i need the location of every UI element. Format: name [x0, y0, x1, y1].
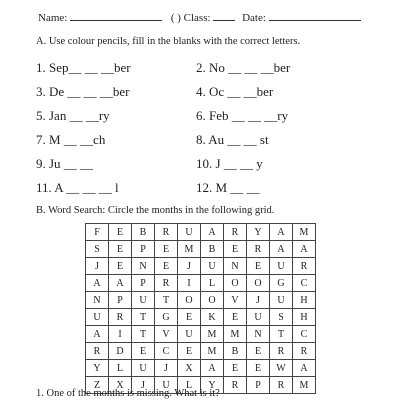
- grid-cell: E: [247, 343, 270, 360]
- grid-cell: P: [109, 292, 132, 309]
- grid-cell: A: [86, 275, 109, 292]
- grid-cell: Z: [86, 377, 109, 394]
- grid-cell: R: [293, 258, 316, 275]
- grid-cell: K: [201, 309, 224, 326]
- grid-cell: E: [224, 241, 247, 258]
- grid-cell: R: [270, 343, 293, 360]
- grid-cell: E: [155, 241, 178, 258]
- grid-cell: I: [178, 275, 201, 292]
- grid-cell: L: [201, 275, 224, 292]
- grid-cell: A: [109, 275, 132, 292]
- grid-cell: A: [86, 326, 109, 343]
- grid-cell: A: [201, 360, 224, 377]
- grid-cell: V: [155, 326, 178, 343]
- grid-cell: R: [86, 343, 109, 360]
- grid-cell: E: [178, 309, 201, 326]
- grid-cell: R: [224, 224, 247, 241]
- grid-cell: J: [247, 292, 270, 309]
- grid-cell: J: [155, 360, 178, 377]
- grid-cell: E: [178, 343, 201, 360]
- grid-row: [86, 275, 316, 292]
- grid-cell: P: [247, 377, 270, 394]
- grid-row: [86, 343, 316, 360]
- grid-cell: U: [155, 377, 178, 394]
- grid-cell: U: [178, 224, 201, 241]
- name-field-line: [70, 10, 162, 21]
- month-blank-item: 4. Oc __ __ber: [196, 84, 274, 99]
- month-blank-item: 6. Feb __ __ __ry: [196, 108, 289, 123]
- month-blank-item: 8. Au __ __ st: [196, 132, 269, 147]
- grid-cell: E: [247, 360, 270, 377]
- grid-cell: E: [109, 241, 132, 258]
- section-b-instruction: B. Word Search: Circle the months in the following grid.: [36, 205, 275, 216]
- grid-cell: T: [132, 309, 155, 326]
- grid-cell: M: [224, 326, 247, 343]
- grid-cell: Y: [86, 360, 109, 377]
- register-number-parens: ( ): [170, 12, 181, 24]
- grid-cell: X: [178, 360, 201, 377]
- month-blank-item: 5. Jan __ __ry: [36, 108, 110, 123]
- grid-cell: N: [247, 326, 270, 343]
- grid-cell: T: [270, 326, 293, 343]
- month-blank-item: 12. M __ __: [196, 180, 260, 195]
- grid-cell: J: [86, 258, 109, 275]
- grid-cell: Y: [247, 224, 270, 241]
- grid-cell: G: [155, 309, 178, 326]
- grid-cell: R: [247, 241, 270, 258]
- grid-cell: A: [293, 241, 316, 258]
- grid-row: [86, 241, 316, 258]
- grid-row: [86, 224, 316, 241]
- grid-cell: M: [201, 343, 224, 360]
- grid-cell: C: [293, 326, 316, 343]
- grid-cell: B: [132, 224, 155, 241]
- grid-cell: R: [270, 377, 293, 394]
- grid-cell: U: [178, 326, 201, 343]
- grid-cell: A: [270, 224, 293, 241]
- grid-cell: J: [132, 377, 155, 394]
- grid-row: [86, 360, 316, 377]
- grid-cell: U: [270, 292, 293, 309]
- grid-row: [86, 326, 316, 343]
- grid-cell: O: [178, 292, 201, 309]
- grid-cell: H: [293, 309, 316, 326]
- grid-cell: E: [109, 224, 132, 241]
- month-blank-item: 7. M __ __ch: [36, 132, 106, 147]
- grid-cell: U: [201, 258, 224, 275]
- word-search-grid: [85, 223, 316, 394]
- grid-cell: M: [178, 241, 201, 258]
- grid-cell: H: [293, 292, 316, 309]
- header-row: [38, 10, 361, 24]
- grid-cell: L: [109, 360, 132, 377]
- grid-cell: E: [155, 258, 178, 275]
- grid-cell: R: [293, 343, 316, 360]
- grid-cell: O: [224, 275, 247, 292]
- month-blank-item: 1. Sep__ __ __ber: [36, 60, 131, 75]
- grid-cell: N: [224, 258, 247, 275]
- grid-cell: U: [247, 309, 270, 326]
- grid-cell: R: [155, 224, 178, 241]
- class-label: Class:: [183, 12, 211, 24]
- grid-cell: R: [155, 275, 178, 292]
- grid-cell: E: [224, 360, 247, 377]
- grid-cell: B: [224, 343, 247, 360]
- grid-cell: Y: [201, 377, 224, 394]
- grid-cell: O: [247, 275, 270, 292]
- grid-cell: U: [270, 258, 293, 275]
- grid-cell: I: [109, 326, 132, 343]
- grid-cell: G: [270, 275, 293, 292]
- month-blank-item: 3. De __ __ __ber: [36, 84, 130, 99]
- date-field-line: [269, 10, 361, 21]
- section-a-instruction: A. Use colour pencils, fill in the blanks with the correct letters.: [36, 36, 301, 47]
- grid-cell: C: [155, 343, 178, 360]
- grid-cell: M: [293, 377, 316, 394]
- grid-cell: C: [293, 275, 316, 292]
- grid-cell: F: [86, 224, 109, 241]
- grid-cell: O: [201, 292, 224, 309]
- grid-cell: S: [270, 309, 293, 326]
- fill-in-blanks-list: [36, 56, 356, 200]
- grid-row: [86, 292, 316, 309]
- grid-cell: A: [270, 241, 293, 258]
- grid-cell: P: [132, 275, 155, 292]
- grid-cell: A: [201, 224, 224, 241]
- grid-cell: A: [293, 360, 316, 377]
- grid-cell: E: [109, 258, 132, 275]
- grid-row: [86, 309, 316, 326]
- month-blank-item: 9. Ju __ __: [36, 156, 94, 171]
- grid-cell: U: [86, 309, 109, 326]
- grid-cell: U: [132, 360, 155, 377]
- grid-cell: E: [247, 258, 270, 275]
- month-blank-item: 11. A __ __ __ l: [36, 180, 119, 195]
- name-label: Name:: [38, 12, 68, 24]
- question-1: 1. One of the months is missing. What is it?: [36, 388, 220, 399]
- grid-cell: M: [201, 326, 224, 343]
- month-blank-item: 10. J __ __ y: [196, 156, 263, 171]
- grid-row: [86, 258, 316, 275]
- grid-cell: S: [86, 241, 109, 258]
- grid-cell: B: [201, 241, 224, 258]
- grid-cell: N: [86, 292, 109, 309]
- grid-cell: D: [109, 343, 132, 360]
- grid-cell: V: [224, 292, 247, 309]
- grid-cell: X: [109, 377, 132, 394]
- grid-cell: T: [155, 292, 178, 309]
- grid-cell: U: [132, 292, 155, 309]
- grid-cell: T: [132, 326, 155, 343]
- date-label: Date:: [242, 12, 266, 24]
- grid-cell: E: [132, 343, 155, 360]
- class-field-line: [213, 10, 235, 21]
- month-blank-item: 2. No __ __ __ber: [196, 60, 291, 75]
- grid-cell: L: [178, 377, 201, 394]
- grid-cell: N: [132, 258, 155, 275]
- grid-cell: P: [132, 241, 155, 258]
- grid-cell: R: [224, 377, 247, 394]
- grid-cell: E: [224, 309, 247, 326]
- grid-cell: R: [109, 309, 132, 326]
- grid-cell: W: [270, 360, 293, 377]
- grid-cell: J: [178, 258, 201, 275]
- grid-cell: M: [293, 224, 316, 241]
